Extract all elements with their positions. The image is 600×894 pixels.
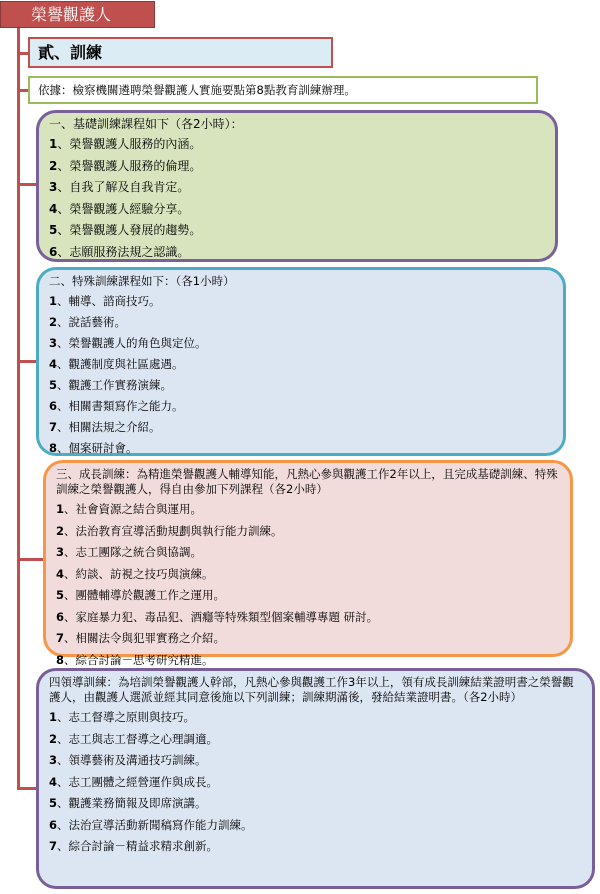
course-number: 5 [56,588,65,602]
panel-heading: 三、成長訓練：為精進榮譽觀護人輔導知能，凡熱心參與觀護工作2年以上，且完成基礎訓練、特殊訓練之榮譽觀護人，得自由參加下列課程（各2小時） [56,467,558,496]
course-list [49,291,555,459]
course-text: 、法治教育宣導活動規劃與執行能力訓練。 [64,523,283,538]
course-text: 、說話藝術。 [57,315,127,329]
connector-leadership-training [17,787,36,790]
course-item [49,220,547,242]
course-number: 7 [56,631,65,645]
course-text: 、榮譽觀護人服務的內涵。 [57,137,202,151]
course-text: 、志工督導之原則與技巧。 [57,710,196,724]
course-number: 4 [49,774,58,789]
course-item [49,815,584,837]
course-number: 6 [49,399,58,413]
course-item [49,707,584,729]
course-item [49,729,584,751]
course-text: 、綜合討論－精益求精求創新。 [57,839,219,853]
course-item [49,156,547,178]
course-item [49,291,555,312]
course-text: 、志願服務法規之認識。 [57,244,190,259]
course-number: 3 [49,753,58,767]
course-text: 、團體輔導於觀護工作之運用。 [64,588,226,602]
course-number: 5 [49,378,58,392]
course-text: 、榮譽觀護人發展的趨勢。 [57,223,202,237]
connector-growth-training [17,558,43,561]
course-text: 、社會資源之結合與運用。 [64,502,203,516]
course-item [49,396,555,417]
connector-section-title [17,52,28,55]
course-item [49,750,584,772]
course-number: 1 [49,294,58,308]
connector-basic-training [17,183,36,186]
tree-connector-spine [17,28,20,790]
course-list [49,134,547,263]
course-text: 、相關法令與犯罪實務之介紹。 [64,631,226,645]
course-number: 4 [56,566,65,581]
course-item [49,438,555,459]
panel-heading: 四領導訓練：為培訓榮譽觀護人幹部，凡熱心參與觀護工作3年以上，領有成長訓練結業證明書之榮譽觀護人，由觀護人選派並經其同意後施以下列訓練；訓練期滿後，發給結業證明書。（各2小時） [49,675,574,704]
course-item [56,542,562,564]
course-number: 4 [49,357,58,371]
course-item [49,242,547,264]
course-number: 6 [49,817,58,832]
connector-basis [17,89,28,92]
course-number: 2 [49,731,58,746]
basic-training-panel [36,110,558,262]
section-title: 貳、訓練 [28,37,333,68]
course-number: 6 [56,609,65,624]
course-text: 、領導藝術及溝通技巧訓練。 [57,753,207,767]
course-text: 、觀護業務簡報及即席演講。 [57,796,207,810]
growth-training-panel [43,460,573,667]
course-text: 、相關書類寫作之能力。 [57,399,184,413]
course-number: 2 [49,315,58,329]
course-number: 2 [56,523,65,538]
course-list [49,707,584,858]
course-number: 7 [49,839,58,853]
course-text: 、個案研討會。 [57,441,138,455]
leadership-training-panel [36,668,595,889]
course-item [49,836,584,858]
course-number: 4 [49,201,58,216]
course-number: 3 [56,545,65,559]
course-number: 7 [49,420,58,434]
course-number: 8 [49,441,58,455]
course-number: 5 [49,223,58,237]
course-text: 、志工團體之經營運作與成長。 [57,774,219,789]
page-title: 榮譽觀護人 [0,1,155,28]
course-item [56,499,562,521]
course-item [49,199,547,221]
course-number: 6 [49,244,58,259]
course-text: 、相關法規之介紹。 [57,420,161,434]
course-list [56,499,562,671]
course-text: 、志工與志工督導之心理調適。 [57,731,219,746]
course-number: 3 [49,180,58,194]
course-text: 、家庭暴力犯、毒品犯、酒癮等特殊類型個案輔導專題 研討。 [64,609,379,624]
course-item [49,177,547,199]
course-item [49,793,584,815]
course-item [49,772,584,794]
course-text: 、法治宣導活動新聞稿寫作能力訓練。 [57,817,253,832]
course-item [56,564,562,586]
course-text: 、自我了解及自我肯定。 [57,180,190,194]
course-number: 2 [49,158,58,173]
training-basis: 依據：檢察機關遴聘榮譽觀護人實施要點第8點教育訓練辦理。 [28,76,538,104]
connector-special-training [17,360,36,363]
course-text: 、榮譽觀護人經驗分享。 [57,201,190,216]
course-number: 1 [49,137,58,151]
course-text: 、輔導、諮商技巧。 [57,294,161,308]
course-item [49,333,555,354]
course-text: 、約談、訪視之技巧與演練。 [64,566,214,581]
course-item [56,607,562,629]
course-number: 3 [49,336,58,350]
course-text: 、觀護制度與社區處遇。 [57,357,184,371]
course-item [49,312,555,333]
course-number: 5 [49,796,58,810]
course-item [56,628,562,650]
course-text: 、觀護工作實務演練。 [57,378,173,392]
course-item [56,521,562,543]
course-text: 、志工團隊之統合與協調。 [64,545,203,559]
course-item [49,134,547,156]
course-text: 、綜合討論－思考研究精進。 [64,652,214,667]
course-text: 、榮譽觀護人的角色與定位。 [57,336,207,350]
course-item [49,354,555,375]
course-number: 1 [56,502,65,516]
course-number: 8 [56,652,65,667]
special-training-panel [36,267,566,456]
course-item [49,375,555,396]
course-text: 、榮譽觀護人服務的倫理。 [57,158,202,173]
course-item [49,417,555,438]
course-item [56,585,562,607]
course-number: 1 [49,710,58,724]
panel-heading: 一、基礎訓練課程如下（各2小時）： [49,117,243,131]
panel-heading: 二、特殊訓練課程如下：（各1小時） [49,274,235,288]
